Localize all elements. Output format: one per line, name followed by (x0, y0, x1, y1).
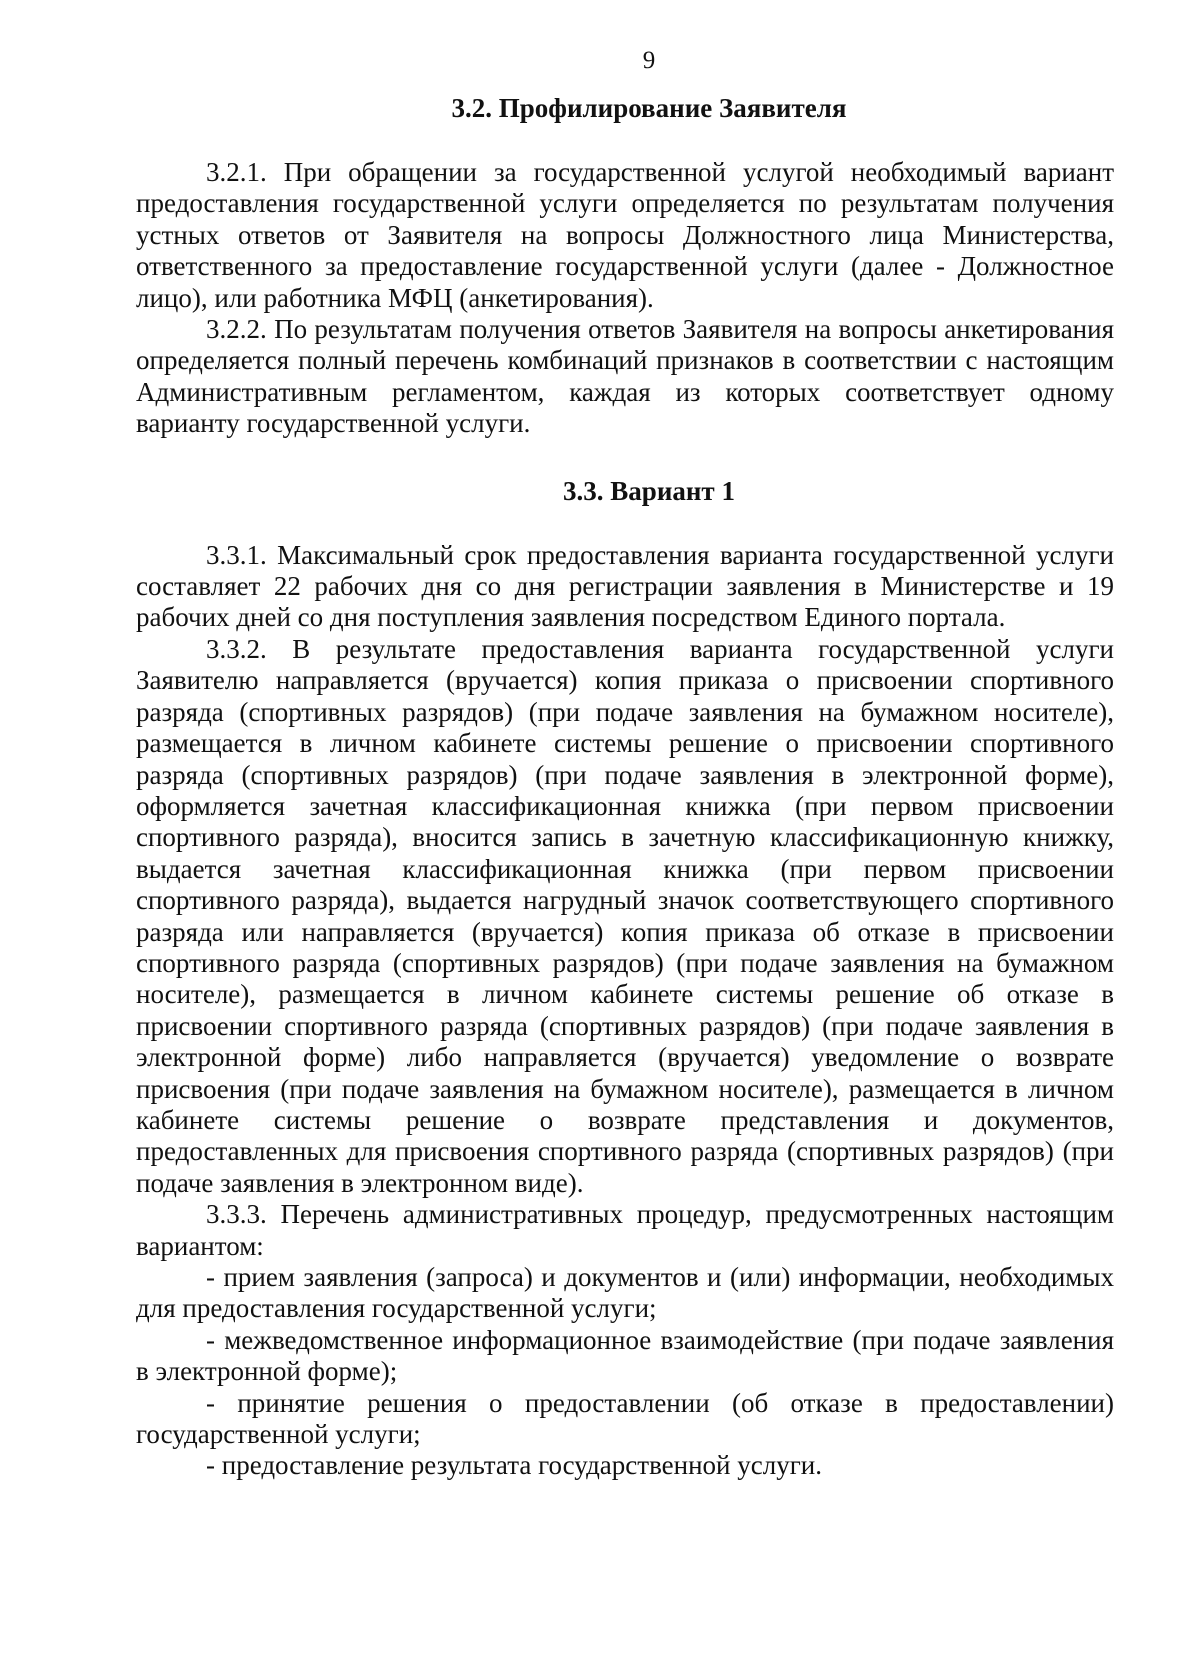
page-number: 9 (642, 47, 656, 74)
list-item-procedure-4: - предоставление результата государственной услуги. (206, 1450, 822, 1481)
section-title-3-2: 3.2. Профилирование Заявителя (451, 93, 847, 123)
paragraph-3-2-2: 3.2.2. По результатам получения ответов Заявителя на вопросы анкетирования определяется полный перечень комбинаций признаков в соответствии с настоящим Административным регламентом, каждая из которых соответствует одному варианту государственной услуги. (136, 314, 1114, 439)
paragraph-3-3-2: 3.3.2. В результате предоставления варианта государственной услуги Заявителю направляется (вручается) копия приказа о присвоении спортивного разряда (спортивных разрядов) (при подаче заявления на бумажном носителе), размещается в личном кабинете системы решение о присвоении спортивного разряда (спортивных разрядов) (при подаче заявления в электронной форме), оформляется зачетная классификационная книжка (при первом присвоении спортивного разряда), вносится запись в зачетную классификационную книжку, выдается зачетная классификационная книжка (при первом присвоении спортивного разряда), выдается нагрудный значок соответствующего спортивного разряда или направляется (вручается) копия приказа об отказе в присвоении спортивного разряда (спортивных разрядов) (при подаче заявления на бумажном носителе), размещается в личном кабинете системы решение об отказе в присвоении спортивного разряда (спортивных разрядов) (при подаче заявления в электронной форме) либо направляется (вручается) уведомление о возврате присвоения (при подаче заявления на бумажном носителе), размещается в личном кабинете системы решение о возврате представления и документов, предоставленных для присвоения спортивного разряда (спортивных разрядов) (при подаче заявления в электронном виде). (136, 633, 1114, 1198)
list-item-procedure-2: - межведомственное информационное взаимодействие (при подаче заявления в электронной форме); (136, 1324, 1114, 1387)
paragraph-3-2-1: 3.2.1. При обращении за государственной услугой необходимый вариант предоставления государственной услуги определяется по результатам получения устных ответов от Заявителя на вопросы Должностного лица Министерства, ответственного за предоставление государственной услуги (далее - Должностное лицо), или работника МФЦ (анкетирования). (136, 157, 1114, 313)
paragraph-3-3-1: 3.3.1. Максимальный срок предоставления варианта государственной услуги составляет 22 рабочих дня со дня регистрации заявления в Министерстве и 19 рабочих дней со дня поступления заявления посредством Единого портала. (136, 539, 1114, 633)
list-item-procedure-1: - прием заявления (запроса) и документов и (или) информации, необходимых для предоставления государственной услуги; (136, 1262, 1114, 1324)
list-item-procedure-3: - принятие решения о предоставлении (об отказе в предоставлении) государственной услуги; (136, 1387, 1114, 1450)
section-title-3-3: 3.3. Вариант 1 (563, 475, 735, 506)
paragraph-3-3-3: 3.3.3. Перечень административных процедур, предусмотренных настоящим вариантом: (136, 1199, 1114, 1261)
